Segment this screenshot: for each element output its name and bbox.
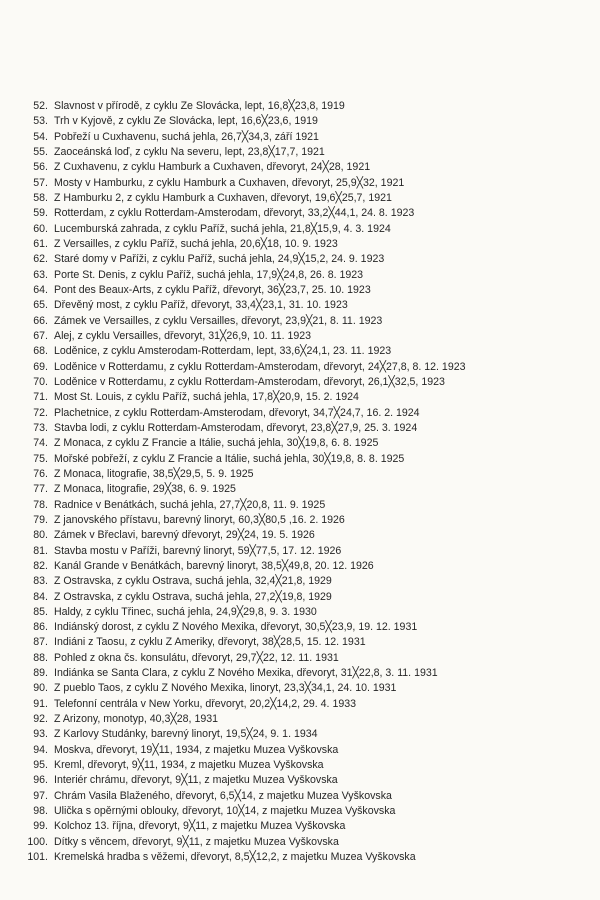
entry-text: Z janovského přístavu, barevný linoryt, 60,3╳80,5 ,16. 2. 1926 (54, 513, 345, 526)
entry-number: 59. (33, 207, 48, 220)
entry-number: 58. (33, 191, 48, 204)
list-item (0, 222, 600, 237)
list-item (0, 298, 600, 313)
entry-number: 57. (33, 176, 48, 189)
list-item (0, 666, 600, 681)
entry-number: 86. (33, 621, 48, 634)
entry-text: Telefonní centrála v New Yorku, dřevoryt, 20,2╳14,2, 29. 4. 1933 (54, 697, 357, 710)
entry-text: Moskva, dřevoryt, 19╳11, 1934, z majetku Muzea Vyškovska (54, 743, 339, 756)
entry-text: Pont des Beaux-Arts, z cyklu Paříž, dřevoryt, 36╳23,7, 25. 10. 1923 (54, 283, 371, 296)
entry-number: 100. (27, 835, 48, 848)
entry-text: Kremelská hradba s věžemi, dřevoryt, 8,5╳12,2, z majetku Muzea Vyškovska (54, 851, 416, 864)
entry-text: Dřevěný most, z cyklu Paříž, dřevoryt, 33,4╳23,1, 31. 10. 1923 (54, 299, 348, 312)
list-item (0, 314, 600, 329)
entry-text: Interiér chrámu, dřevoryt, 9╳11, z majetku Muzea Vyškovska (54, 774, 338, 787)
entry-text: Z Monaca, litografie, 29╳38, 6. 9. 1925 (54, 483, 236, 496)
entry-text: Mosty v Hamburku, z cyklu Hamburk a Cuxhaven, dřevoryt, 25,9╳32, 1921 (54, 176, 405, 189)
entry-text: Alej, z cyklu Versailles, dřevoryt, 31╳26,9, 10. 11. 1923 (54, 329, 312, 342)
list-item (0, 191, 600, 206)
entry-number: 78. (33, 498, 48, 511)
entry-number: 94. (33, 743, 48, 756)
list-item (0, 681, 600, 696)
list-item (0, 436, 600, 451)
entry-number: 60. (33, 222, 48, 235)
entry-number: 83. (33, 575, 48, 588)
entry-number: 87. (33, 636, 48, 649)
list-item (0, 252, 600, 267)
list-item (0, 544, 600, 559)
list-item (0, 789, 600, 804)
entry-number: 85. (33, 605, 48, 618)
list-item (0, 268, 600, 283)
entry-text: Loděnice v Rotterdamu, z cyklu Rotterdam-Amsterodam, dřevoryt, 24╳27,8, 8. 12. 1923 (54, 360, 466, 373)
entry-text: Z pueblo Taos, z cyklu Z Nového Mexika, linoryt, 23,3╳34,1, 24. 10. 1931 (54, 682, 397, 695)
entry-text: Lucemburská zahrada, z cyklu Paříž, suchá jehla, 21,8╳15,9, 4. 3. 1924 (54, 222, 391, 235)
list-item (0, 360, 600, 375)
list-item (0, 743, 600, 758)
entry-number: 69. (33, 360, 48, 373)
entry-number: 101. (27, 851, 48, 864)
entry-text: Trh v Kyjově, z cyklu Ze Slovácka, lept, 16,6╳23,6, 1919 (54, 115, 318, 128)
list-item (0, 528, 600, 543)
entry-number: 63. (33, 268, 48, 281)
list-item (0, 651, 600, 666)
entry-text: Z Ostravska, z cyklu Ostrava, suchá jehla, 27,2╳19,8, 1929 (54, 590, 332, 603)
entry-text: Kreml, dřevoryt, 9╳11, 1934, z majetku Muzea Vyškovska (54, 759, 324, 772)
list-item (0, 498, 600, 513)
list-item (0, 114, 600, 129)
entry-text: Z Ostravska, z cyklu Ostrava, suchá jehla, 32,4╳21,8, 1929 (54, 575, 332, 588)
entry-text: Pohled z okna čs. konsulátu, dřevoryt, 29,7╳22, 12. 11. 1931 (54, 651, 339, 664)
entry-number: 90. (33, 682, 48, 695)
list-item (0, 375, 600, 390)
entry-number: 71. (33, 391, 48, 404)
entry-text: Chrám Vasila Blaženého, dřevoryt, 6,5╳14, z majetku Muzea Vyškovska (54, 789, 392, 802)
list-item (0, 758, 600, 773)
entry-number: 68. (33, 345, 48, 358)
entry-text: Z Hamburku 2, z cyklu Hamburk a Cuxhaven, dřevoryt, 19,6╳25,7, 1921 (54, 191, 392, 204)
entry-number: 98. (33, 805, 48, 818)
list-item (0, 160, 600, 175)
catalogue-list (0, 99, 600, 865)
list-item (0, 130, 600, 145)
entry-text: Z Monaca, z cyklu Z Francie a Itálie, suchá jehla, 30╳19,8, 6. 8. 1925 (54, 437, 379, 450)
entry-number: 52. (33, 100, 48, 112)
list-item (0, 697, 600, 712)
entry-number: 56. (33, 161, 48, 174)
list-item (0, 176, 600, 191)
entry-text: Zámek v Břeclavi, barevný dřevoryt, 29╳24, 19. 5. 1926 (54, 529, 315, 542)
entry-text: Stavba mostu v Paříži, barevný linoryt, 59╳77,5, 17. 12. 1926 (54, 544, 342, 557)
list-item (0, 850, 600, 865)
list-item (0, 590, 600, 605)
entry-number: 88. (33, 651, 48, 664)
list-item (0, 513, 600, 528)
list-item (0, 99, 600, 114)
list-item (0, 482, 600, 497)
list-item (0, 773, 600, 788)
entry-number: 54. (33, 130, 48, 143)
list-item (0, 804, 600, 819)
list-item (0, 574, 600, 589)
entry-text: Zaoceánská loď, z cyklu Na severu, lept, 23,8╳17,7, 1921 (54, 145, 325, 158)
entry-number: 84. (33, 590, 48, 603)
entry-number: 64. (33, 283, 48, 296)
entry-text: Rotterdam, z cyklu Rotterdam-Amsterodam, dřevoryt, 33,2╳44,1, 24. 8. 1923 (54, 207, 415, 220)
entry-number: 62. (33, 253, 48, 266)
entry-number: 97. (33, 789, 48, 802)
entry-text: Z Monaca, litografie, 38,5╳29,5, 5. 9. 1925 (54, 467, 254, 480)
entry-text: Indiáni z Taosu, z cyklu Z Ameriky, dřevoryt, 38╳28,5, 15. 12. 1931 (54, 636, 366, 649)
entry-text: Kolchoz 13. října, dřevoryt, 9╳11, z majetku Muzea Vyškovska (54, 820, 346, 833)
entry-number: 82. (33, 559, 48, 572)
list-item (0, 390, 600, 405)
entry-number: 74. (33, 437, 48, 450)
entry-number: 65. (33, 299, 48, 312)
entry-text: Staré domy v Paříži, z cyklu Paříž, suchá jehla, 24,9╳15,2, 24. 9. 1923 (54, 253, 385, 266)
list-item (0, 344, 600, 359)
entry-number: 96. (33, 774, 48, 787)
list-item (0, 835, 600, 850)
list-item (0, 559, 600, 574)
entry-text: Z Arizony, monotyp, 40,3╳28, 1931 (54, 713, 219, 726)
entry-number: 70. (33, 375, 48, 388)
entry-number: 81. (33, 544, 48, 557)
entry-number: 89. (33, 667, 48, 680)
entry-text: Kanál Grande v Benátkách, barevný linoryt, 38,5╳49,8, 20. 12. 1926 (54, 559, 374, 572)
entry-number: 80. (33, 529, 48, 542)
entry-text: Indiánský dorost, z cyklu Z Nového Mexika, dřevoryt, 30,5╳23,9, 19. 12. 1931 (54, 621, 418, 634)
entry-text: Z Karlovy Studánky, barevný linoryt, 19,5╳24, 9. 1. 1934 (54, 728, 318, 741)
entry-text: Pobřeží u Cuxhavenu, suchá jehla, 26,7╳34,3, září 1921 (54, 130, 319, 143)
entry-number: 93. (33, 728, 48, 741)
entry-number: 61. (33, 237, 48, 250)
list-item (0, 237, 600, 252)
entry-text: Plachetnice, z cyklu Rotterdam-Amsterodam, dřevoryt, 34,7╳24,7, 16. 2. 1924 (54, 406, 420, 419)
entry-number: 76. (33, 467, 48, 480)
list-item (0, 406, 600, 421)
list-item (0, 712, 600, 727)
entry-number: 91. (33, 697, 48, 710)
entry-text: Mořské pobřeží, z cyklu Z Francie a Itálie, suchá jehla, 30╳19,8, 8. 8. 1925 (54, 452, 405, 465)
entry-text: Z Versailles, z cyklu Paříž, suchá jehla, 20,6╳18, 10. 9. 1923 (54, 237, 338, 250)
entry-text: Ulička s opěrnými oblouky, dřevoryt, 10╳14, z majetku Muzea Vyškovska (54, 805, 396, 818)
entry-number: 79. (33, 513, 48, 526)
list-item (0, 605, 600, 620)
list-item (0, 620, 600, 635)
entry-text: Loděnice v Rotterdamu, z cyklu Rotterdam-Amsterodam, dřevoryt, 26,1╳32,5, 1923 (54, 375, 445, 388)
entry-number: 77. (33, 483, 48, 496)
entry-number: 95. (33, 759, 48, 772)
entry-text: Most St. Louis, z cyklu Paříž, suchá jehla, 17,8╳20,9, 15. 2. 1924 (54, 391, 359, 404)
list-item (0, 727, 600, 742)
list-item (0, 206, 600, 221)
entry-text: Stavba lodi, z cyklu Rotterdam-Amsterodam, dřevoryt, 23,8╳27,9, 25. 3. 1924 (54, 421, 418, 434)
list-item (0, 145, 600, 160)
entry-text: Slavnost v přírodě, z cyklu Ze Slovácka, lept, 16,8╳23,8, 1919 (54, 100, 345, 112)
entry-text: Zámek ve Versailles, z cyklu Versailles, dřevoryt, 23,9╳21, 8. 11. 1923 (54, 314, 383, 327)
list-item (0, 452, 600, 467)
entry-number: 75. (33, 452, 48, 465)
list-item (0, 283, 600, 298)
entry-number: 55. (33, 145, 48, 158)
entry-text: Haldy, z cyklu Třinec, suchá jehla, 24,9╳29,8, 9. 3. 1930 (54, 605, 317, 618)
entry-text: Radnice v Benátkách, suchá jehla, 27,7╳20,8, 11. 9. 1925 (54, 498, 326, 511)
list-item (0, 329, 600, 344)
entry-text: Porte St. Denis, z cyklu Paříž, suchá jehla, 17,9╳24,8, 26. 8. 1923 (54, 268, 364, 281)
list-item (0, 421, 600, 436)
entry-number: 92. (33, 713, 48, 726)
entry-text: Indiánka se Santa Clara, z cyklu Z Nového Mexika, dřevoryt, 31╳22,8, 3. 11. 1931 (54, 667, 438, 680)
entry-text: Z Cuxhavenu, z cyklu Hamburk a Cuxhaven, dřevoryt, 24╳28, 1921 (54, 161, 371, 174)
entry-text: Loděnice, z cyklu Amsterodam-Rotterdam, lept, 33,6╳24,1, 23. 11. 1923 (54, 345, 392, 358)
entry-number: 72. (33, 406, 48, 419)
entry-number: 66. (33, 314, 48, 327)
entry-number: 73. (33, 421, 48, 434)
entry-number: 53. (33, 115, 48, 128)
entry-number: 99. (33, 820, 48, 833)
entry-text: Dítky s věncem, dřevoryt, 9╳11, z majetku Muzea Vyškovska (54, 835, 339, 848)
entry-number: 67. (33, 329, 48, 342)
list-item (0, 635, 600, 650)
list-item (0, 467, 600, 482)
list-item (0, 819, 600, 834)
